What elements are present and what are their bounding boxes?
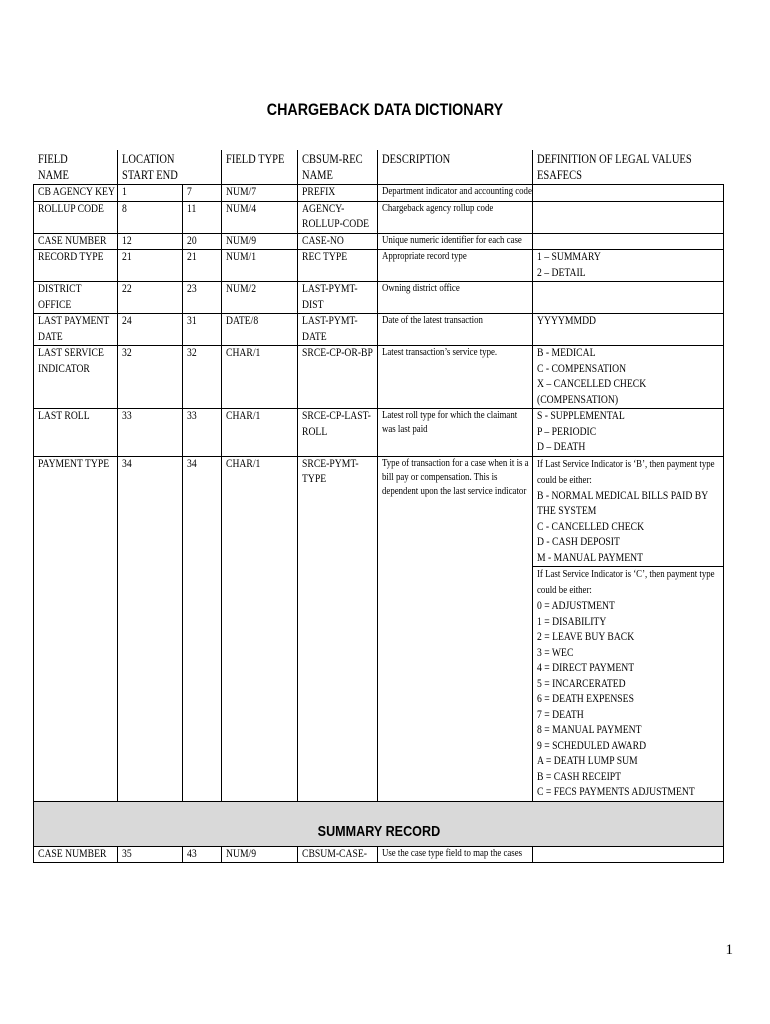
type-cell [222, 282, 298, 314]
header-name-line: NAME [37, 168, 69, 182]
start-cell [118, 409, 183, 457]
cbsum-cell [298, 185, 378, 202]
field-name-cell [34, 846, 118, 863]
data-dictionary-table [33, 150, 724, 863]
legal-value: P – PERIODIC [537, 425, 597, 438]
description-cell [378, 282, 533, 314]
header-esafecs-line: ESAFECS [537, 168, 582, 182]
legal-cell [533, 201, 724, 233]
field-name: DISTRICT OFFICE [38, 283, 82, 311]
header-row [34, 150, 724, 185]
field-name: LAST SERVICE [38, 347, 104, 359]
field-name-cell [34, 346, 118, 409]
cbsum-cell [298, 346, 378, 409]
cbsum-cell [298, 456, 378, 801]
table-row [34, 201, 724, 233]
legal-value: C - CANCELLED CHECK [537, 520, 645, 533]
table-row-summary [34, 846, 724, 863]
type-cell [222, 185, 298, 202]
start-cell [118, 456, 183, 801]
field-name-cell [34, 201, 118, 233]
description-cell [378, 201, 533, 233]
description-cell [378, 250, 533, 282]
field-name-cell [34, 250, 118, 282]
legal-value: 8 = MANUAL PAYMENT [537, 724, 642, 736]
legal-value: C = FECS PAYMENTS ADJUSTMENT [537, 786, 695, 798]
type-value: CHAR/1 [226, 410, 261, 422]
type-value: NUM/9 [226, 847, 257, 860]
cbsum-cell [298, 409, 378, 457]
end-cell [183, 314, 222, 346]
description-value: Chargeback agency rollup code [382, 202, 494, 214]
cbsum-cell [298, 250, 378, 282]
legal-value: 0 = ADJUSTMENT [537, 600, 615, 612]
legal-value: B - NORMAL MEDICAL BILLS PAID BY THE SYSTEM [537, 489, 708, 517]
legal-value: 5 = INCARCERATED [537, 677, 626, 690]
start-value: 33 [122, 410, 132, 422]
legal-block-c [533, 566, 723, 801]
cbsum-value: AGENCY- [302, 202, 345, 215]
description-value: Owning district office [382, 283, 460, 294]
type-value: DATE/8 [226, 315, 259, 327]
end-value: 31 [187, 315, 197, 327]
legal-value: B = CASH RECEIPT [537, 770, 622, 783]
end-cell [183, 201, 222, 233]
cbsum-value: ROLLUP-CODE [302, 218, 370, 230]
table-row [34, 346, 724, 409]
cbsum-value: PREFIX [302, 186, 336, 198]
header-legal-line: DEFINITION OF LEGAL VALUES [537, 152, 692, 166]
legal-cell [533, 233, 724, 250]
legal-value: S - SUPPLEMENTAL [537, 410, 625, 422]
description-value: Use the case type field to map the cases [382, 847, 523, 859]
cbsum-value: LAST-PYMT-DIST [302, 283, 358, 311]
description-cell [378, 456, 533, 801]
legal-block-b [537, 457, 723, 567]
type-cell [222, 456, 298, 801]
field-name: LAST ROLL [38, 410, 90, 422]
description-value: Appropriate record type [382, 251, 467, 262]
field-name-cell [34, 185, 118, 202]
start-cell [118, 346, 183, 409]
cbsum-value: LAST-PYMT- [302, 315, 358, 327]
type-value: NUM/1 [226, 251, 257, 263]
end-cell [183, 282, 222, 314]
description-value: Type of transaction for a case when it is a bill pay or compensation. This is dependent upon the last service indicator [382, 457, 529, 497]
field-name: PAYMENT TYPE [38, 457, 110, 470]
cbsum-value: TYPE [302, 473, 327, 485]
type-cell [222, 846, 298, 863]
cbsum-cell [298, 846, 378, 863]
header-cbsum-line: CBSUM-REC [302, 152, 363, 166]
legal-intro: If Last Service Indicator is ‘C’, then payment type could be either: [537, 569, 715, 596]
start-value: 32 [122, 347, 132, 359]
end-cell [183, 185, 222, 202]
legal-value: A = DEATH LUMP SUM [537, 755, 638, 767]
table-row [34, 250, 724, 282]
header-field-type-text: FIELD TYPE [226, 152, 285, 166]
end-cell [183, 456, 222, 801]
table-row [34, 314, 724, 346]
legal-intro: If Last Service Indicator is ‘B’, then payment type could be either: [537, 458, 715, 486]
end-cell [183, 250, 222, 282]
field-name: CB AGENCY KEY [38, 186, 115, 198]
cbsum-value: CBSUM-CASE- [302, 847, 367, 860]
type-value: NUM/4 [226, 202, 257, 215]
legal-value: 9 = SCHEDULED AWARD [537, 739, 647, 752]
table-row [34, 185, 724, 202]
start-value: 24 [122, 315, 132, 327]
field-name: ROLLUP CODE [38, 202, 104, 215]
field-name: RECORD TYPE [38, 251, 104, 263]
legal-value: C - COMPENSATION [537, 362, 627, 375]
start-cell [118, 846, 183, 863]
end-value: 32 [187, 347, 197, 359]
end-value: 11 [187, 202, 197, 215]
description-value: Latest roll type for which the claimant was last paid [382, 410, 518, 435]
cbsum-cell [298, 201, 378, 233]
field-name-cell [34, 233, 118, 250]
cbsum-value: SRCE-PYMT- [302, 457, 359, 470]
end-cell [183, 409, 222, 457]
description-value: Date of the latest transaction [382, 315, 483, 326]
header-field-line: FIELD [37, 152, 68, 166]
end-value: 7 [187, 186, 192, 198]
table-row [34, 409, 724, 457]
start-value: 8 [122, 202, 127, 215]
legal-value: M - MANUAL PAYMENT [537, 551, 644, 564]
description-value: Latest transaction’s service type. [382, 347, 498, 358]
legal-value: D – DEATH [537, 441, 586, 453]
end-value: 43 [187, 847, 197, 860]
end-cell [183, 346, 222, 409]
field-name-cell [34, 282, 118, 314]
type-cell [222, 250, 298, 282]
description-value: Department indicator and accounting code [382, 186, 532, 197]
field-name: INDICATOR [38, 362, 90, 375]
summary-record-band [34, 801, 724, 846]
cbsum-value: CASE-NO [302, 234, 344, 247]
type-value: CHAR/1 [226, 457, 261, 470]
legal-cell [533, 250, 724, 282]
end-value: 34 [187, 457, 197, 470]
type-value: NUM/7 [226, 186, 257, 198]
legal-cell [533, 456, 724, 801]
cbsum-value: SRCE-CP-OR-BP [302, 347, 373, 359]
type-cell [222, 233, 298, 250]
field-name-cell [34, 314, 118, 346]
field-name: LAST PAYMENT [38, 315, 110, 327]
legal-cell [533, 282, 724, 314]
table-row [34, 233, 724, 250]
start-cell [118, 185, 183, 202]
description-value: Unique numeric identifier for each case [382, 234, 522, 246]
type-cell [222, 346, 298, 409]
legal-cell [533, 409, 724, 457]
header-field-name [34, 150, 118, 185]
end-value: 21 [187, 251, 197, 263]
header-description-text: DESCRIPTION [382, 152, 451, 166]
start-cell [118, 314, 183, 346]
cbsum-value: DATE [302, 330, 327, 343]
cbsum-cell [298, 314, 378, 346]
field-name: DATE [38, 330, 63, 343]
start-value: 22 [122, 283, 132, 295]
start-value: 12 [122, 234, 132, 247]
cbsum-value: REC TYPE [302, 251, 348, 263]
start-value: 21 [122, 251, 132, 263]
type-cell [222, 201, 298, 233]
legal-value: D - CASH DEPOSIT [537, 536, 620, 548]
legal-value: YYYYMMDD [537, 315, 597, 327]
header-cbsum-rec [298, 150, 378, 185]
end-value: 33 [187, 410, 197, 422]
start-cell [118, 201, 183, 233]
description-cell [378, 346, 533, 409]
type-cell [222, 314, 298, 346]
end-cell [183, 846, 222, 863]
cbsum-value: SRCE-CP-LAST- [302, 410, 371, 422]
start-value: 34 [122, 457, 132, 470]
legal-value: B - MEDICAL [537, 347, 596, 359]
legal-cell [533, 346, 724, 409]
legal-value: 1 = DISABILITY [537, 615, 607, 628]
field-name: CASE NUMBER [38, 234, 107, 247]
header-start-end-line: START END [122, 168, 178, 182]
table-row-payment-type [34, 456, 724, 801]
description-cell [378, 314, 533, 346]
start-cell [118, 233, 183, 250]
summary-record-cell [34, 801, 724, 846]
legal-value: 4 = DIRECT PAYMENT [537, 662, 635, 674]
legal-cell [533, 185, 724, 202]
type-cell [222, 409, 298, 457]
field-name-cell [34, 456, 118, 801]
page-number: 1 [725, 942, 733, 958]
document-title: CHARGEBACK DATA DICTIONARY [266, 100, 504, 119]
header-legal-values [533, 150, 724, 185]
field-name-cell [34, 409, 118, 457]
start-cell [118, 282, 183, 314]
header-field-type [222, 150, 298, 185]
legal-value: X – CANCELLED CHECK (COMPENSATION) [537, 378, 647, 406]
header-description [378, 150, 533, 185]
legal-value: 2 – DETAIL [537, 266, 586, 279]
cbsum-value: ROLL [302, 425, 328, 438]
start-cell [118, 250, 183, 282]
legal-value: 1 – SUMMARY [537, 251, 601, 263]
header-location [118, 150, 222, 185]
end-value: 23 [187, 283, 197, 295]
table-row [34, 282, 724, 314]
cbsum-cell [298, 282, 378, 314]
field-name: CASE NUMBER [38, 847, 107, 860]
end-value: 20 [187, 234, 197, 247]
legal-value: 7 = DEATH [537, 708, 584, 721]
description-cell [378, 409, 533, 457]
type-value: NUM/2 [226, 283, 257, 295]
cbsum-cell [298, 233, 378, 250]
legal-cell [533, 846, 724, 863]
description-cell [378, 846, 533, 863]
start-value: 35 [122, 847, 132, 860]
description-cell [378, 185, 533, 202]
summary-record-heading: SUMMARY RECORD [317, 822, 440, 840]
description-cell [378, 233, 533, 250]
type-value: CHAR/1 [226, 347, 261, 359]
legal-cell [533, 314, 724, 346]
end-cell [183, 233, 222, 250]
header-location-line: LOCATION [122, 152, 175, 166]
legal-value: 6 = DEATH EXPENSES [537, 693, 634, 705]
legal-value: 2 = LEAVE BUY BACK [537, 631, 635, 643]
header-cbsum-name-line: NAME [302, 168, 333, 182]
type-value: NUM/9 [226, 234, 257, 247]
start-value: 1 [122, 186, 127, 198]
legal-value: 3 = WEC [537, 646, 574, 659]
